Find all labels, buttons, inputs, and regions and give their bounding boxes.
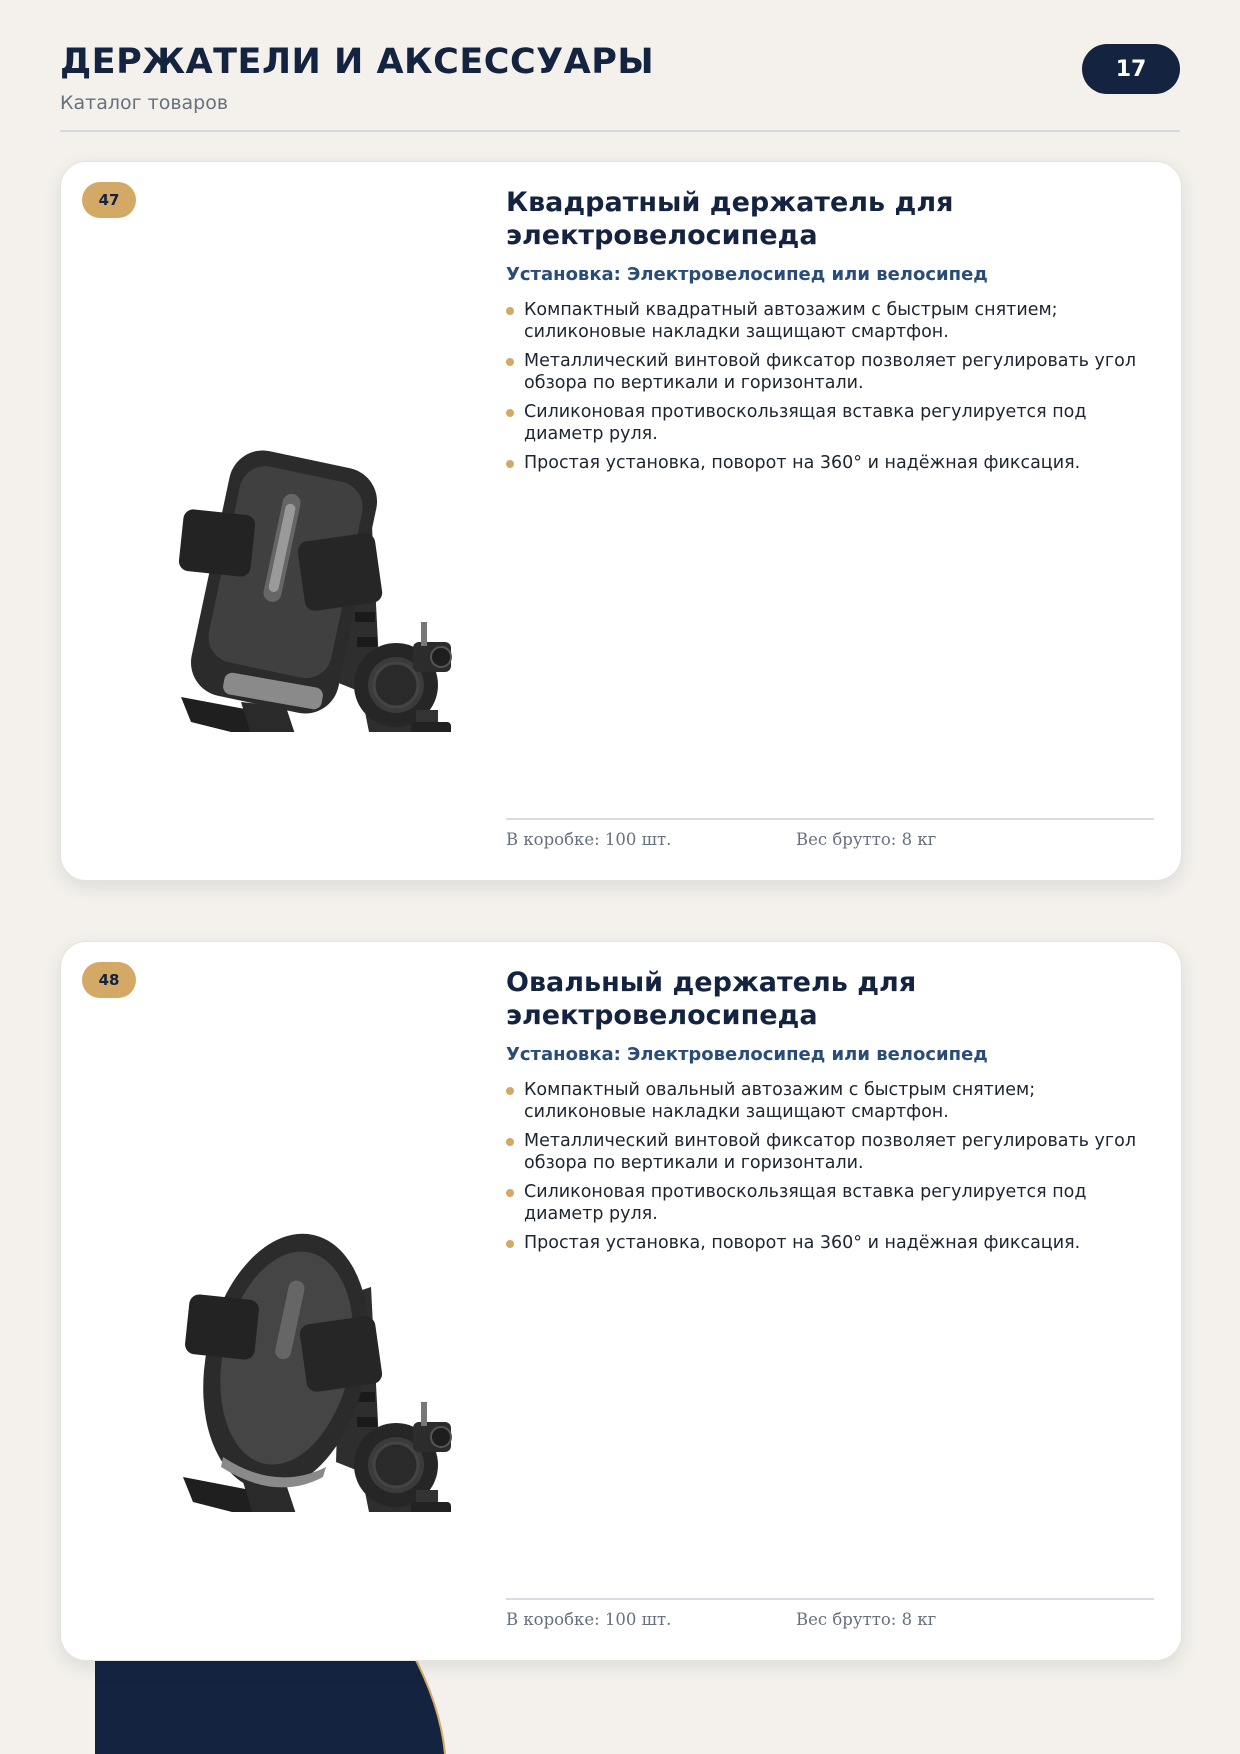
feature-item: Простая установка, поворот на 360° и надёжная фиксация. [506,452,1154,474]
footer-divider [506,1598,1154,1600]
product-number-badge: 47 [82,182,136,218]
feature-list [506,1079,1154,1254]
page-number-badge: 17 [1082,44,1180,94]
box-quantity: В коробке: 100 шт. [506,1610,672,1629]
feature-list [506,299,1154,474]
product-title: Квадратный держатель для электровелосипеда [506,187,954,251]
footer-divider [506,818,1154,820]
product-info [506,966,1154,1261]
product-install: Установка: Электровелосипед или велосипед [506,1044,988,1065]
gross-weight: Вес брутто: 8 кг [796,830,937,849]
feature-item: Силиконовая противоскользящая вставка регулируется под диаметр руля. [506,1181,1154,1225]
product-card [60,941,1182,1661]
feature-item: Компактный овальный автозажим с быстрым снятием; силиконовые накладки защищают смартфон. [506,1079,1154,1123]
page-header [60,38,1180,132]
page-subtitle: Каталог товаров [60,92,229,114]
box-quantity: В коробке: 100 шт. [506,830,672,849]
product-install: Установка: Электровелосипед или велосипед [506,264,988,285]
product-title: Овальный держатель для электровелосипеда [506,967,917,1031]
gross-weight: Вес брутто: 8 кг [796,1610,937,1629]
feature-item: Простая установка, поворот на 360° и надёжная фиксация. [506,1232,1154,1254]
bike-phone-holder-square-icon [111,282,461,732]
bike-phone-holder-oval-icon [111,1062,461,1512]
product-number-badge: 48 [82,962,136,998]
product-card [60,161,1182,881]
feature-item: Силиконовая противоскользящая вставка регулируется под диаметр руля. [506,401,1154,445]
product-footer [506,830,1154,849]
feature-item: Металлический винтовой фиксатор позволяет регулировать угол обзора по вертикали и горизонтали. [506,1130,1154,1174]
product-footer [506,1610,1154,1629]
feature-item: Компактный квадратный автозажим с быстрым снятием; силиконовые накладки защищают смартфон. [506,299,1154,343]
product-info [506,186,1154,481]
feature-item: Металлический винтовой фиксатор позволяет регулировать угол обзора по вертикали и горизонтали. [506,350,1154,394]
page-title: ДЕРЖАТЕЛИ И АКСЕССУАРЫ [60,42,655,82]
